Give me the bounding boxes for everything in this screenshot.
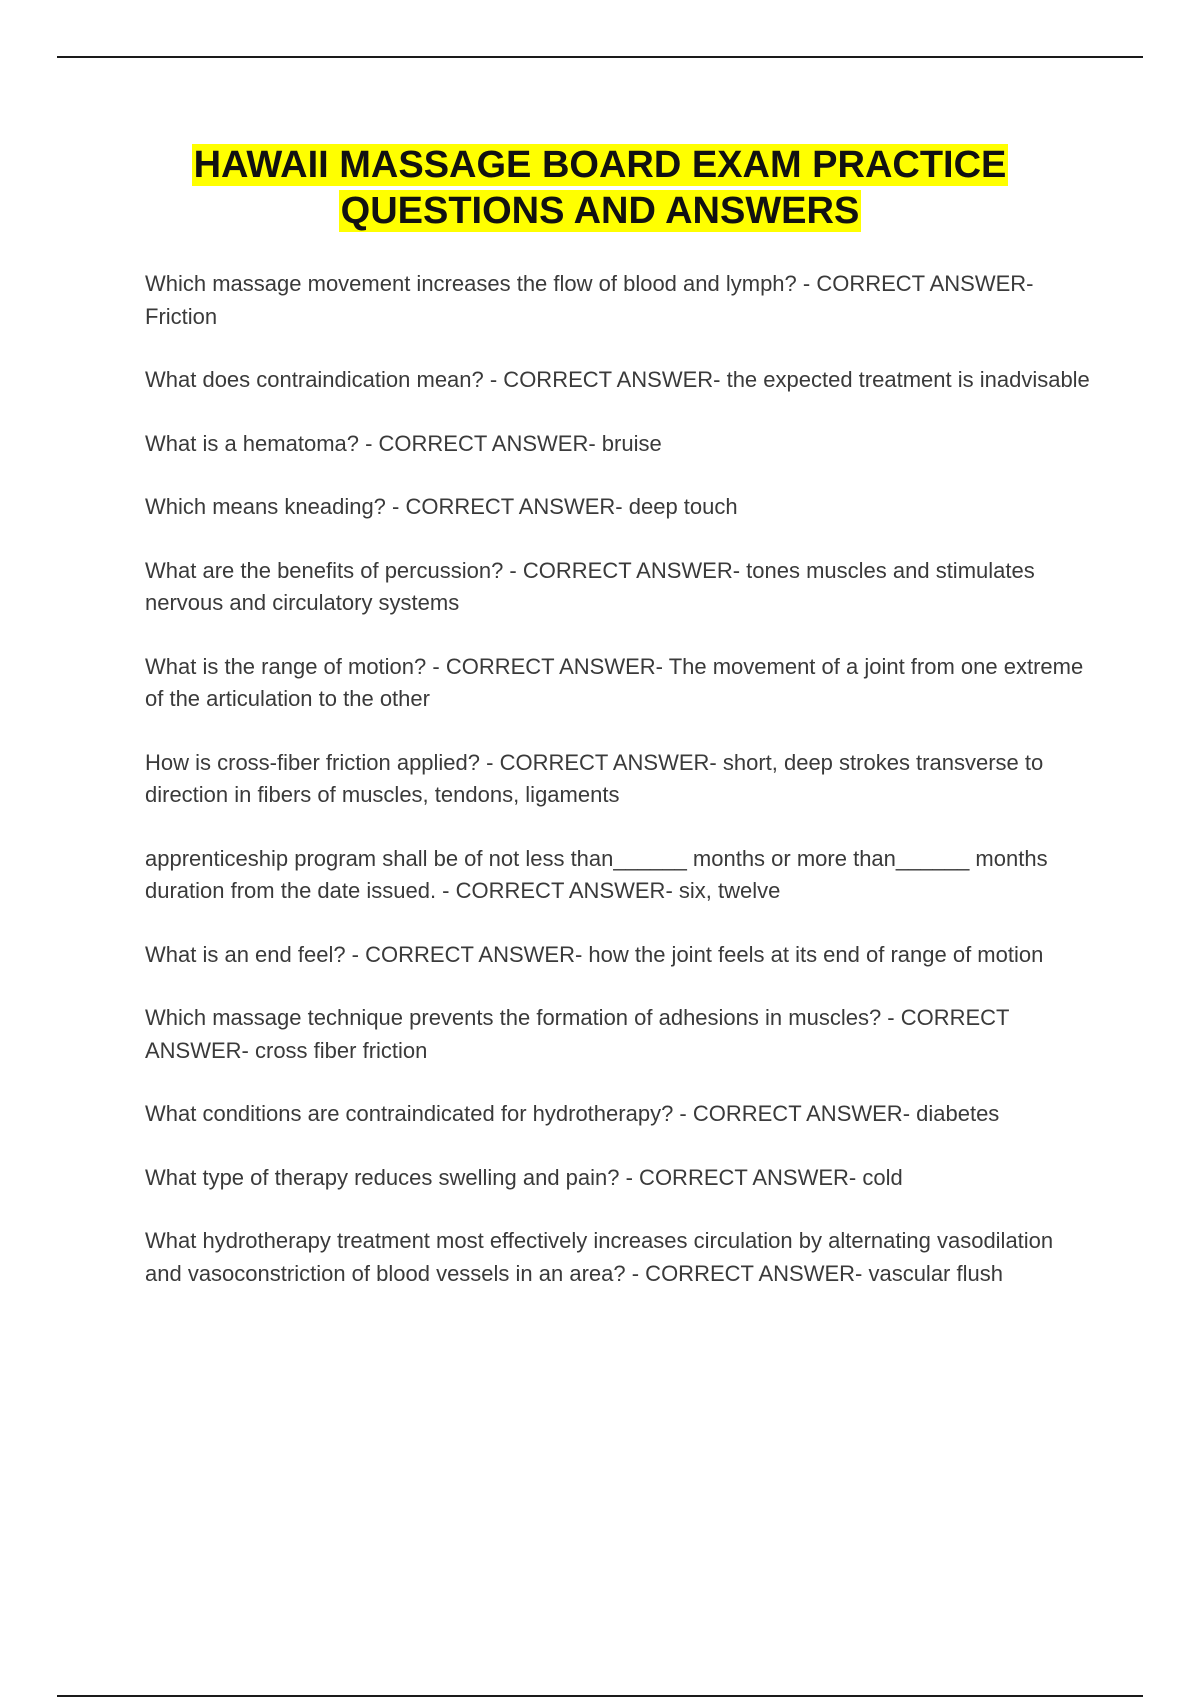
qa-item: What conditions are contraindicated for hydrotherapy? - CORRECT ANSWER- diabetes: [145, 1101, 1000, 1126]
qa-item: What hydrotherapy treatment most effectively increases circulation by alternating vasodilation and vasoconstriction of blood vessels in an area? - CORRECT ANSWER- vascular flush: [145, 1228, 1054, 1286]
title-line-2: QUESTIONS AND ANSWERS: [340, 190, 860, 232]
title-line-1: HAWAII MASSAGE BOARD EXAM PRACTICE: [193, 144, 1007, 186]
qa-item: What is an end feel? - CORRECT ANSWER- how the joint feels at its end of range of motion: [145, 941, 1044, 967]
qa-item: apprenticeship program shall be of not less than______ months or more than______ months duration from the date issued. - CORRECT ANSWER- six, twelve: [145, 845, 1048, 903]
qa-item: What is the range of motion? - CORRECT ANSWER- The movement of a joint from one extreme of the articulation to the other: [145, 653, 1084, 711]
qa-item: What does contraindication mean? - CORRECT ANSWER- the expected treatment is inadvisable: [145, 367, 1090, 392]
qa-list: [145, 268, 1095, 1321]
qa-item: What type of therapy reduces swelling and pain? - CORRECT ANSWER- cold: [145, 1164, 903, 1190]
qa-item: What are the benefits of percussion? - CORRECT ANSWER- tones muscles and stimulates nervous and circulatory systems: [145, 557, 1035, 615]
qa-item: Which massage movement increases the flow of blood and lymph? - CORRECT ANSWER- Friction: [145, 271, 1034, 329]
page-title: [100, 142, 1100, 234]
qa-item: Which massage technique prevents the formation of adhesions in muscles? - CORRECT ANSWER- cross fiber friction: [145, 1005, 1010, 1063]
top-divider: [57, 56, 1143, 58]
bottom-divider: [57, 1695, 1143, 1697]
qa-item: What is a hematoma? - CORRECT ANSWER- bruise: [145, 430, 662, 456]
qa-item: Which means kneading? - CORRECT ANSWER- deep touch: [145, 494, 738, 519]
qa-item: How is cross-fiber friction applied? - CORRECT ANSWER- short, deep strokes transverse to direction in fibers of muscles, tendons, ligaments: [145, 749, 1044, 807]
